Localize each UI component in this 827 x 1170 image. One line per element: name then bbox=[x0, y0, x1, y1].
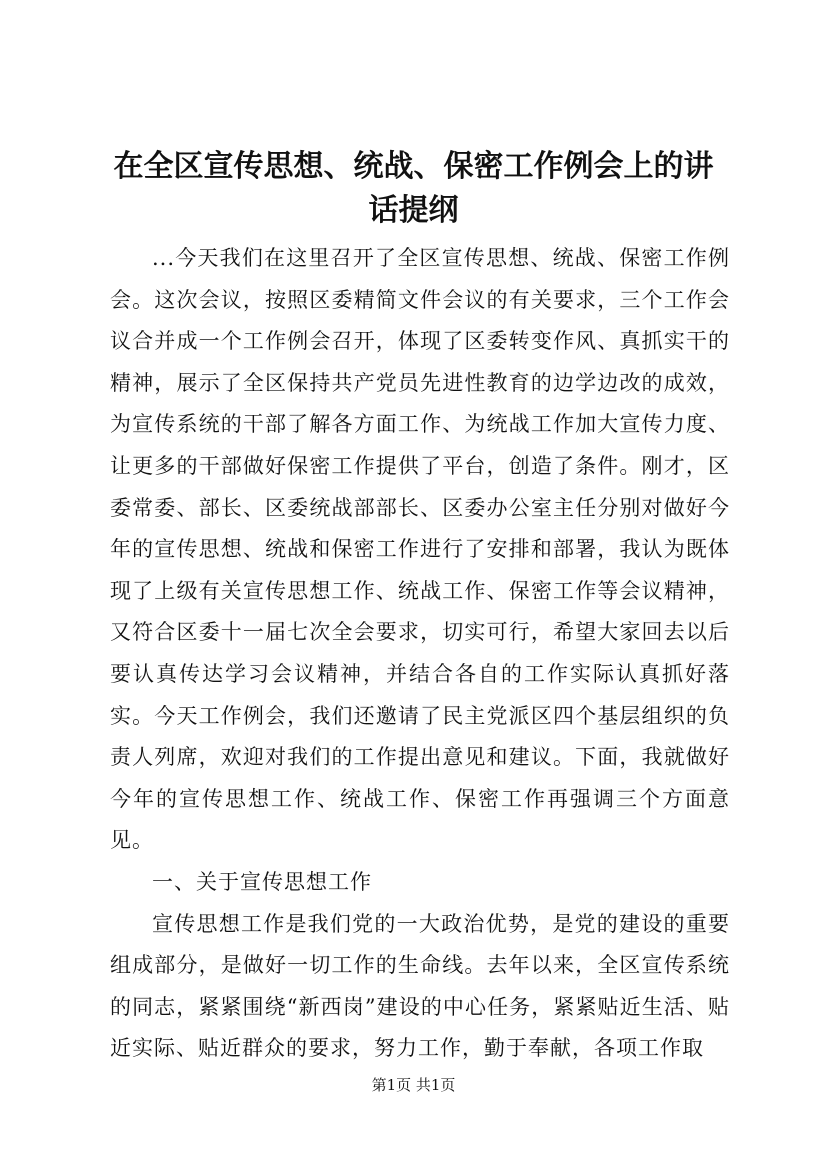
document-title: 在全区宣传思想、统战、保密工作例会上的讲话提纲 bbox=[113, 149, 714, 228]
section-heading-1: 一、关于宣传思想工作 bbox=[152, 869, 372, 894]
paragraph-section-1: 宣传思想工作是我们党的一大政治优势，是党的建设的重要组成部分，是做好一切工作的生命线。去年以来，全区宣传系统的同志，紧紧围绕“新西岗”建设的中心任务，紧紧贴近生活、贴近实际、贴近群众的要求，努力工作，勤于奉献，各项工作取 bbox=[110, 911, 730, 1061]
paragraph-intro: ...今天我们在这里召开了全区宣传思想、统战、保密工作例会。这次会议，按照区委精简文件会议的有关要求，三个工作会议合并成一个工作例会召开，体现了区委转变作风、真抓实干的精神，展示了全区保持共产党员先进性教育的边学边改的成效，为宣传系统的干部了解各方面工作、为统战工作加大宣传力度、让更多的干部做好保密工作提供了平台，创造了条件。刚才，区委常委、部长、区委统战部部长、区委办公室主任分别对做好今年的宣传思想、统战和保密工作进行了安排和部署，我认为既体现了上级有关宣传思想工作、统战工作、保密工作等会议精神，又符合区委十一届七次全会要求，切实可行，希望大家回去以后要认真传达学习会议精神，并结合各自的工作实际认真抓好落实。今天工作例会，我们还邀请了民主党派区四个基层组织的负责人列席，欢迎对我们的工作提出意见和建议。下面，我就做好今年的宣传思想工作、统战工作、保密工作再强调三个方面意见。 bbox=[110, 246, 730, 853]
page-footer: 第1页 共1页 bbox=[371, 1076, 456, 1094]
document-body bbox=[110, 238, 730, 1070]
